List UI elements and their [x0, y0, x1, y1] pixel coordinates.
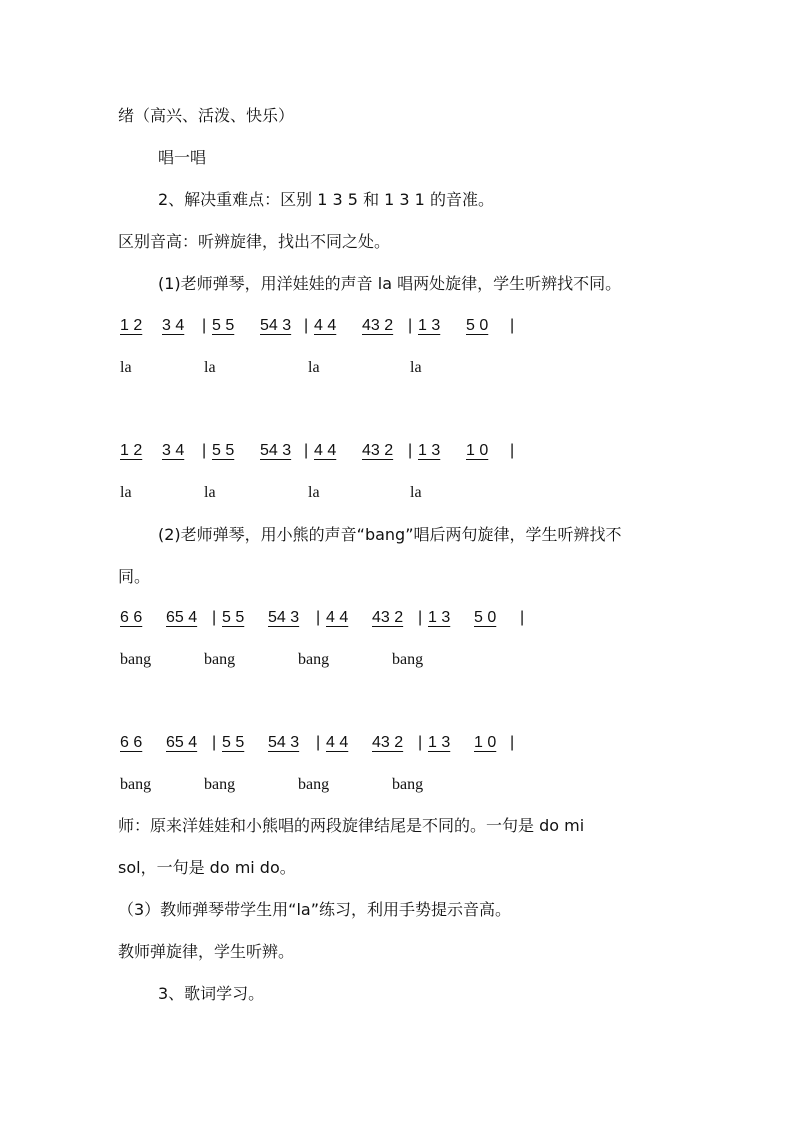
- barline: |: [212, 734, 217, 751]
- lyric-syllable: la: [308, 359, 320, 376]
- barline: |: [418, 734, 423, 751]
- text-line-teacher-cont: sol，一句是 do mi do。: [118, 858, 296, 877]
- note-group: 4 4: [326, 734, 349, 751]
- note-group: 4 4: [314, 442, 337, 459]
- note-group: 6 6: [120, 734, 143, 751]
- note-group: 4 4: [326, 609, 349, 626]
- barline: |: [316, 734, 321, 751]
- note-group: 54 3: [260, 317, 292, 334]
- note-group: 1 3: [428, 609, 451, 626]
- lyric-syllable: bang: [298, 776, 330, 793]
- note-group: 6 6: [120, 609, 143, 626]
- barline: |: [510, 442, 515, 459]
- note-group: 5 0: [466, 317, 489, 334]
- lyric-syllable: la: [410, 484, 422, 501]
- note-group: 3 4: [162, 442, 185, 459]
- barline: |: [202, 442, 207, 459]
- text-line-lyrics-study: 3、歌词学习。: [158, 984, 265, 1003]
- lyric-syllable: la: [120, 359, 132, 376]
- note-group: 5 0: [474, 609, 497, 626]
- note-group: 3 4: [162, 317, 185, 334]
- text-line-listen: 教师弹旋律，学生听辨。: [118, 942, 295, 961]
- barline: |: [212, 609, 217, 626]
- barline: |: [408, 442, 413, 459]
- note-group: 5 5: [222, 609, 245, 626]
- lyric-syllable: bang: [120, 651, 152, 668]
- note-group: 43 2: [362, 317, 394, 334]
- text-line-emotion: 绪（高兴、活泼、快乐）: [118, 106, 295, 125]
- lyric-syllable: bang: [204, 776, 236, 793]
- barline: |: [510, 317, 515, 334]
- barline: |: [202, 317, 207, 334]
- lyric-syllable: bang: [204, 651, 236, 668]
- note-group: 4 4: [314, 317, 337, 334]
- barline: |: [408, 317, 413, 334]
- text-line-sing: 唱一唱: [158, 148, 207, 167]
- note-group: 65 4: [166, 609, 198, 626]
- note-group: 1 3: [428, 734, 451, 751]
- note-group: 43 2: [362, 442, 394, 459]
- lyric-syllable: la: [410, 359, 422, 376]
- lyric-syllable: la: [204, 484, 216, 501]
- note-group: 54 3: [268, 609, 300, 626]
- text-line-pitch: 区别音高：听辨旋律，找出不同之处。: [118, 232, 391, 251]
- lyric-syllable: la: [308, 484, 320, 501]
- barline: |: [304, 442, 309, 459]
- note-group: 54 3: [268, 734, 300, 751]
- note-group: 43 2: [372, 734, 404, 751]
- note-group: 65 4: [166, 734, 198, 751]
- note-group: 5 5: [212, 442, 235, 459]
- lyric-syllable: la: [204, 359, 216, 376]
- barline: |: [316, 609, 321, 626]
- lyric-syllable: bang: [120, 776, 152, 793]
- note-group: 5 5: [212, 317, 235, 334]
- note-group: 1 3: [418, 317, 441, 334]
- text-line-key-point: 2、解决重难点：区别 1 3 5 和 1 3 1 的音准。: [158, 190, 494, 209]
- text-line-step2-cont: 同。: [118, 567, 151, 586]
- text-line-step2: (2)老师弹琴，用小熊的声音“bang”唱后两句旋律，学生听辨找不: [158, 525, 622, 544]
- text-line-step3: （3）教师弹琴带学生用“la”练习，利用手势提示音高。: [118, 900, 512, 919]
- lyric-syllable: la: [120, 484, 132, 501]
- note-group: 1 3: [418, 442, 441, 459]
- lyric-syllable: bang: [392, 651, 424, 668]
- barline: |: [510, 734, 515, 751]
- note-group: 1 2: [120, 442, 143, 459]
- note-group: 1 0: [474, 734, 497, 751]
- lyric-syllable: bang: [298, 651, 330, 668]
- note-group: 1 2: [120, 317, 143, 334]
- barline: |: [418, 609, 423, 626]
- barline: |: [304, 317, 309, 334]
- note-group: 1 0: [466, 442, 489, 459]
- note-group: 54 3: [260, 442, 292, 459]
- lyric-syllable: bang: [392, 776, 424, 793]
- text-line-teacher: 师：原来洋娃娃和小熊唱的两段旋律结尾是不同的。一句是 do mi: [118, 816, 585, 835]
- text-line-step1: (1)老师弹琴，用洋娃娃的声音 la 唱两处旋律，学生听辨找不同。: [158, 274, 622, 293]
- note-group: 5 5: [222, 734, 245, 751]
- note-group: 43 2: [372, 609, 404, 626]
- barline: |: [520, 609, 525, 626]
